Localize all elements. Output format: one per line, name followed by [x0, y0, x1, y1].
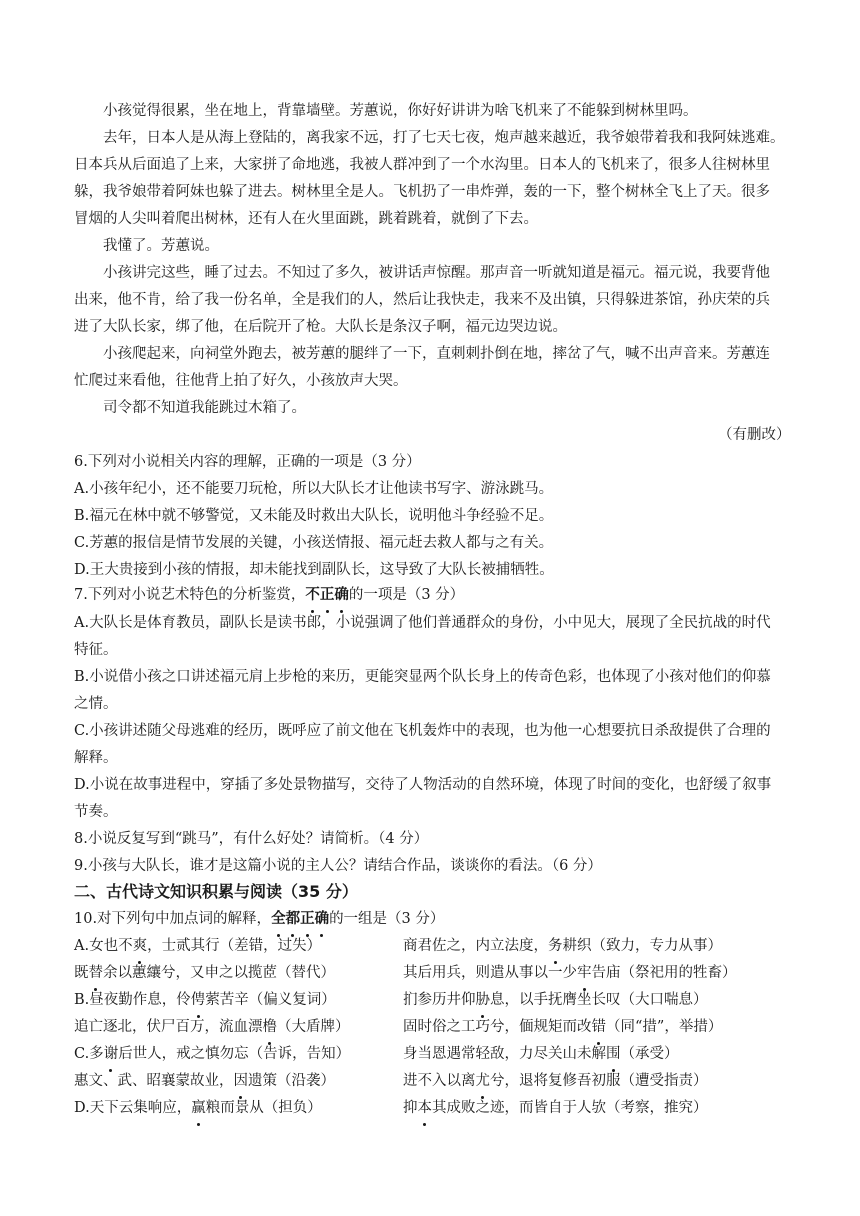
- question-9: 9.小孩与大队长，谁才是这篇小说的主人公？请结合作品，谈谈你的看法。（6 分）: [74, 858, 602, 874]
- q10-left-item: [74, 960, 335, 987]
- question-6-option-a: A.小孩年纪小，还不能要刀玩枪，所以大队长才让他读书写字、游泳跳马。: [74, 481, 554, 497]
- q10-left-item: [74, 1014, 350, 1041]
- item-text: C.多: [74, 1046, 104, 1062]
- dotted-char: 俜: [191, 987, 206, 1014]
- q10-left-item: [74, 933, 321, 960]
- dotted-char: 橹: [263, 1014, 278, 1041]
- stem-text: 7.下列对小说艺术特色的分析鉴赏，: [74, 587, 306, 603]
- story-paragraph: 司令都不知道我能跳过木箱了。: [103, 400, 306, 416]
- item-text: 抑: [403, 1100, 418, 1116]
- dotted-char: 牢: [577, 960, 592, 987]
- story-paragraph: 小孩爬起来，向祠堂外跑去，被芳蕙的腿绊了一下，直刺刺扑倒在地，摔岔了气，喊不出声音来。芳蕙连: [103, 346, 770, 362]
- item-text: 其后用兵，则遣从事以一少: [403, 965, 577, 981]
- item-text: 商君佐之，内立法度，: [403, 938, 548, 954]
- q10-right-item: [403, 1014, 722, 1041]
- item-text: （大盾牌）: [277, 1019, 350, 1035]
- item-text: 其成败之迹，而皆自于人欤（考察，推究）: [432, 1100, 708, 1116]
- item-text: 身当恩遇常轻敌，力尽关山未解: [403, 1046, 606, 1062]
- story-paragraph: 我懂了。芳蕙说。: [103, 238, 219, 254]
- question-8: 8.小说反复写到“跳马”，有什么好处？请简析。（4 分）: [74, 831, 429, 847]
- q10-right-item: [403, 1041, 679, 1068]
- item-text: 追亡逐北，伏尸百万，流血漂: [74, 1019, 263, 1035]
- item-text: 耕织（致力，专力从事）: [562, 938, 722, 954]
- item-text: B.昼夜勤作息，伶: [74, 992, 191, 1008]
- dotted-char: 赢: [191, 1095, 206, 1122]
- dotted-char: 尤: [476, 1068, 491, 1095]
- question-6-option-b: B.福元在林中就不够警觉，又未能及时救出大队长，说明他斗争经验不足。: [74, 508, 554, 524]
- q10-left-item: [74, 1041, 350, 1068]
- item-text: 息，以手抚膺坐长叹（大口喘息）: [490, 992, 708, 1008]
- item-text: （同“措”，举措）: [606, 1019, 723, 1035]
- stem-text: 的一项是（3 分）: [348, 587, 465, 603]
- item-text: 遗策（沿袭）: [248, 1073, 335, 1089]
- story-paragraph-line: 进了大队长家，绑了他，在后院开了枪。大队长是条汉子啊，福元边哭边说。: [74, 319, 567, 335]
- q10-right-item: [403, 1068, 708, 1095]
- dotted-char: 本: [418, 1095, 433, 1122]
- emphasis-char: 确: [315, 906, 330, 933]
- q10-left-item: [74, 987, 336, 1014]
- story-paragraph-line: 忙爬过来看他，往他背上拍了好久，小孩放声大哭。: [74, 373, 408, 389]
- q10-left-item: [74, 1068, 335, 1095]
- question-7-stem: [74, 582, 464, 609]
- q10-right-item: [403, 987, 708, 1014]
- question-7-option-b-cont: 之情。: [74, 696, 118, 712]
- dotted-char: 因: [234, 1068, 249, 1095]
- section-heading: 二、古代诗文知识积累与阅读（35 分）: [74, 882, 358, 901]
- question-7-option-c: C.小孩讲述随父母逃难的经历，既呼应了前文他在飞机轰炸中的表现，也为他一心想要抗日杀敌提供了合理的: [74, 723, 771, 739]
- item-text: 粮而景从（担负）: [205, 1100, 322, 1116]
- item-text: 固时俗之工巧兮，偭规矩而改: [403, 1019, 592, 1035]
- question-7-option-a: A.大队长是体育教员，副队长是读书郎，小说强调了他们普通群众的身份，小中见大，展现了全民抗战的时代: [74, 615, 771, 631]
- item-text: 既: [74, 965, 89, 981]
- item-text: 兮，退将复修吾初服（遭受指责）: [490, 1073, 708, 1089]
- item-text: 告庙（祭祀用的牲畜）: [591, 965, 737, 981]
- q10-right-item: [403, 933, 722, 960]
- emphasis-char: 都: [286, 906, 301, 933]
- dotted-char: 爽: [133, 933, 148, 960]
- question-7-option-c-cont: 解释。: [74, 750, 118, 766]
- stem-text: 10.对下列句中加点词的解释，: [74, 911, 272, 927]
- emphasis-char: 正: [320, 582, 335, 609]
- emphasis-char: 全: [271, 906, 286, 933]
- item-text: 惠文、武、昭襄蒙故业，: [74, 1073, 234, 1089]
- question-10-stem: [74, 906, 444, 933]
- item-text: 进不入以离: [403, 1073, 476, 1089]
- story-paragraph-line: 出来，他不肯，给了我一份名单，全是我们的人，然后让我快走，我来不及出镇，只得躲进茶馆，孙庆荣的兵: [74, 292, 770, 308]
- emphasis-char: 不: [305, 582, 320, 609]
- dotted-char: 胁: [476, 987, 491, 1014]
- question-7-option-b: B.小说借小孩之口讲述福元肩上步枪的来历，更能突显两个队长身上的传奇色彩，也体现了小孩对他们的仰慕: [74, 669, 771, 685]
- emphasis-char: 正: [300, 906, 315, 933]
- question-7-option-a-cont: 特征。: [74, 642, 118, 658]
- dotted-char: 务: [548, 933, 563, 960]
- story-paragraph-line: 冒烟的人尖叫着爬出树林，还有人在火里面跳，跳着跳着，就倒了下去。: [74, 211, 538, 227]
- story-paragraph: 小孩讲完这些，睡了过去。不知过了多久，被讲话声惊醒。那声音一听就知道是福元。福元说，我要背他: [103, 265, 770, 281]
- source-note: （有删改）: [718, 427, 791, 443]
- item-text: ，士贰其行（差错，过失）: [147, 938, 322, 954]
- item-text: A.女也不: [74, 938, 133, 954]
- item-text: 萦苦辛（偏义复词）: [205, 992, 336, 1008]
- dotted-char: 围: [606, 1041, 621, 1068]
- dotted-char: 错: [592, 1014, 607, 1041]
- q10-right-item: [403, 960, 737, 987]
- q10-right-item: [403, 1095, 708, 1122]
- question-6-option-c: C.芳蕙的报信是情节发展的关键，小孩送情报、福元赶去救人都与之有关。: [74, 535, 554, 551]
- story-paragraph: 去年，日本人是从海上登陆的，离我家不远，打了七天七夜，炮声越来越近，我爷娘带着我和我阿妹逃难。: [103, 130, 785, 146]
- story-paragraph: 小孩觉得很累，坐在地上，背靠墙壁。芳蕙说，你好好讲讲为啥飞机来了不能躲到树林里吗。: [103, 103, 698, 119]
- dotted-char: 替: [89, 960, 104, 987]
- story-paragraph-line: 日本兵从后面追了上来，大家拼了命地逃，我被人群冲到了一个水沟里。日本人的飞机来了，很多人往树林里: [74, 157, 770, 173]
- stem-text: 的一组是（3 分）: [329, 911, 445, 927]
- question-7-option-d-cont: 节奏。: [74, 804, 118, 820]
- item-text: 扪参历井仰: [403, 992, 476, 1008]
- item-text: 余以蕙纕兮，又申之以揽茝（替代）: [103, 965, 335, 981]
- item-text: （承受）: [620, 1046, 679, 1062]
- question-7-option-d: D.小说在故事进程中，穿插了多处景物描写，交待了人物活动的自然环境，体现了时间的变化，也舒缓了叙事: [74, 777, 772, 793]
- item-text: 后世人，戒之慎勿忘（告诉，告知）: [118, 1046, 351, 1062]
- story-paragraph-line: 躲，我爷娘带着阿妹也躲了进去。树林里全是人。飞机扔了一串炸弹，轰的一下，整个树林全飞上了天。很多: [74, 184, 770, 200]
- question-6-option-d: D.王大贵接到小孩的情报，却未能找到副队长，这导致了大队长被捕牺牲。: [74, 562, 554, 578]
- question-6-stem: 6.下列对小说相关内容的理解，正确的一项是（3 分）: [74, 454, 421, 470]
- item-text: D.天下云集响应，: [74, 1100, 192, 1116]
- dotted-char: 谢: [104, 1041, 119, 1068]
- q10-left-item: [74, 1095, 322, 1122]
- emphasis-char: 确: [334, 582, 349, 609]
